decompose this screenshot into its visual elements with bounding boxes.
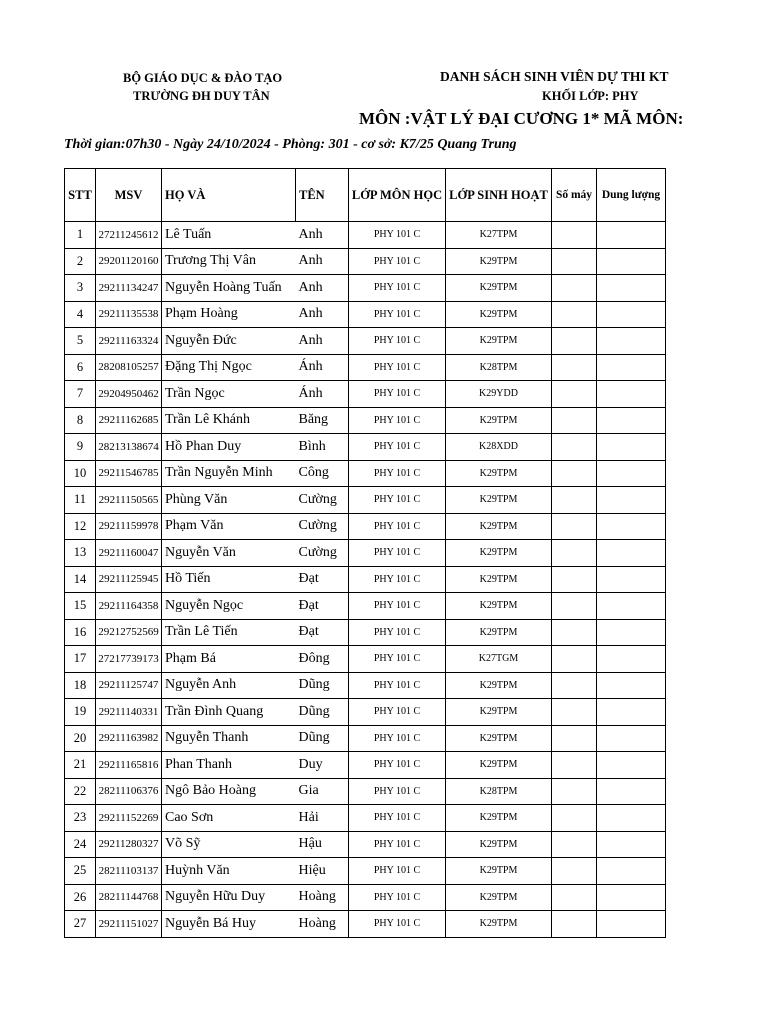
- cell-lop-sinh-hoat: K29YDD: [446, 381, 552, 408]
- cell-stt: 10: [65, 460, 96, 487]
- cell-stt: 1: [65, 222, 96, 249]
- cell-stt: 24: [65, 831, 96, 858]
- cell-lop-mon-hoc: PHY 101 C: [349, 831, 446, 858]
- cell-dung-luong: [597, 407, 666, 434]
- cell-lop-mon-hoc: PHY 101 C: [349, 540, 446, 567]
- cell-so-may: [552, 672, 597, 699]
- cell-stt: 14: [65, 566, 96, 593]
- cell-lop-mon-hoc: PHY 101 C: [349, 858, 446, 885]
- cell-stt: 3: [65, 275, 96, 302]
- table-row: [65, 619, 666, 646]
- table-row: [65, 805, 666, 832]
- cell-stt: 25: [65, 858, 96, 885]
- table-row: [65, 699, 666, 726]
- cell-stt: 8: [65, 407, 96, 434]
- cell-lop-sinh-hoat: K29TPM: [446, 487, 552, 514]
- cell-ten: Đạt: [296, 566, 349, 593]
- cell-so-may: [552, 328, 597, 355]
- cell-ho: Phạm Bá: [162, 646, 296, 673]
- cell-ho: Cao Sơn: [162, 805, 296, 832]
- cell-so-may: [552, 778, 597, 805]
- cell-msv: 29211165816: [96, 752, 162, 779]
- cell-lop-sinh-hoat: K29TPM: [446, 752, 552, 779]
- cell-ten: Anh: [296, 248, 349, 275]
- cell-stt: 20: [65, 725, 96, 752]
- table-row: [65, 566, 666, 593]
- cell-so-may: [552, 354, 597, 381]
- cell-lop-sinh-hoat: K29TPM: [446, 540, 552, 567]
- cell-dung-luong: [597, 487, 666, 514]
- table-row: [65, 831, 666, 858]
- cell-lop-sinh-hoat: K29TPM: [446, 301, 552, 328]
- cell-msv: 29211546785: [96, 460, 162, 487]
- table-row: [65, 381, 666, 408]
- cell-stt: 19: [65, 699, 96, 726]
- cell-so-may: [552, 699, 597, 726]
- cell-ho: Trần Lê Tiến: [162, 619, 296, 646]
- cell-stt: 17: [65, 646, 96, 673]
- cell-lop-mon-hoc: PHY 101 C: [349, 884, 446, 911]
- cell-lop-sinh-hoat: K29TPM: [446, 725, 552, 752]
- cell-lop-mon-hoc: PHY 101 C: [349, 407, 446, 434]
- cell-ho: Trần Ngọc: [162, 381, 296, 408]
- cell-so-may: [552, 540, 597, 567]
- cell-ten: Đạt: [296, 593, 349, 620]
- cell-lop-sinh-hoat: K29TPM: [446, 407, 552, 434]
- cell-ho: Nguyễn Văn: [162, 540, 296, 567]
- cell-lop-mon-hoc: PHY 101 C: [349, 248, 446, 275]
- cell-so-may: [552, 407, 597, 434]
- cell-ho: Ngô Bảo Hoàng: [162, 778, 296, 805]
- cell-lop-sinh-hoat: K29TPM: [446, 911, 552, 938]
- cell-lop-sinh-hoat: K29TPM: [446, 858, 552, 885]
- table-row: [65, 593, 666, 620]
- cell-ten: Cường: [296, 540, 349, 567]
- cell-dung-luong: [597, 566, 666, 593]
- cell-lop-mon-hoc: PHY 101 C: [349, 513, 446, 540]
- col-header-lop-sinh-hoat: LỚP SINH HOẠT: [446, 169, 552, 222]
- cell-dung-luong: [597, 725, 666, 752]
- col-header-ten: TÊN: [296, 169, 349, 222]
- cell-msv: 29211162685: [96, 407, 162, 434]
- cell-dung-luong: [597, 434, 666, 461]
- cell-lop-mon-hoc: PHY 101 C: [349, 434, 446, 461]
- cell-ho: Trần Nguyễn Minh: [162, 460, 296, 487]
- cell-ho: Nguyễn Ngọc: [162, 593, 296, 620]
- cell-lop-sinh-hoat: K29TPM: [446, 831, 552, 858]
- cell-lop-sinh-hoat: K29TPM: [446, 275, 552, 302]
- list-title: DANH SÁCH SINH VIÊN DỰ THI KT: [440, 69, 669, 84]
- cell-stt: 15: [65, 593, 96, 620]
- cell-stt: 9: [65, 434, 96, 461]
- cell-lop-sinh-hoat: K27TGM: [446, 646, 552, 673]
- cell-lop-mon-hoc: PHY 101 C: [349, 752, 446, 779]
- cell-ten: Gia: [296, 778, 349, 805]
- cell-ten: Bình: [296, 434, 349, 461]
- cell-ho: Nguyễn Thanh: [162, 725, 296, 752]
- cell-ho: Trần Đình Quang: [162, 699, 296, 726]
- cell-stt: 16: [65, 619, 96, 646]
- cell-ten: Anh: [296, 328, 349, 355]
- cell-dung-luong: [597, 884, 666, 911]
- col-header-stt: STT: [65, 169, 96, 222]
- cell-lop-sinh-hoat: K28XDD: [446, 434, 552, 461]
- cell-stt: 23: [65, 805, 96, 832]
- cell-ten: Anh: [296, 222, 349, 249]
- cell-dung-luong: [597, 619, 666, 646]
- cell-lop-sinh-hoat: K29TPM: [446, 248, 552, 275]
- table-row: [65, 434, 666, 461]
- cell-lop-mon-hoc: PHY 101 C: [349, 222, 446, 249]
- cell-so-may: [552, 646, 597, 673]
- cell-lop-mon-hoc: PHY 101 C: [349, 566, 446, 593]
- cell-lop-mon-hoc: PHY 101 C: [349, 487, 446, 514]
- cell-ten: Duy: [296, 752, 349, 779]
- cell-lop-mon-hoc: PHY 101 C: [349, 301, 446, 328]
- cell-lop-mon-hoc: PHY 101 C: [349, 805, 446, 832]
- cell-so-may: [552, 831, 597, 858]
- cell-dung-luong: [597, 593, 666, 620]
- cell-msv: 29211151027: [96, 911, 162, 938]
- cell-ho: Lê Tuấn: [162, 222, 296, 249]
- cell-dung-luong: [597, 354, 666, 381]
- table-row: [65, 884, 666, 911]
- table-row: [65, 540, 666, 567]
- cell-dung-luong: [597, 248, 666, 275]
- table-row: [65, 460, 666, 487]
- table-row: [65, 858, 666, 885]
- cell-dung-luong: [597, 911, 666, 938]
- cell-dung-luong: [597, 672, 666, 699]
- table-row: [65, 328, 666, 355]
- cell-dung-luong: [597, 301, 666, 328]
- cell-stt: 6: [65, 354, 96, 381]
- cell-msv: 28213138674: [96, 434, 162, 461]
- cell-ten: Đạt: [296, 619, 349, 646]
- cell-dung-luong: [597, 328, 666, 355]
- cell-ho: Nguyễn Bá Huy: [162, 911, 296, 938]
- cell-lop-sinh-hoat: K29TPM: [446, 593, 552, 620]
- cell-dung-luong: [597, 513, 666, 540]
- cell-msv: 29211152269: [96, 805, 162, 832]
- cell-lop-sinh-hoat: K28TPM: [446, 354, 552, 381]
- cell-lop-mon-hoc: PHY 101 C: [349, 778, 446, 805]
- cell-ten: Hiệu: [296, 858, 349, 885]
- cell-msv: 29211125747: [96, 672, 162, 699]
- cell-lop-sinh-hoat: K27TPM: [446, 222, 552, 249]
- cell-msv: 28211103137: [96, 858, 162, 885]
- cell-so-may: [552, 619, 597, 646]
- table-row: [65, 222, 666, 249]
- cell-so-may: [552, 487, 597, 514]
- cell-ten: Đông: [296, 646, 349, 673]
- cell-so-may: [552, 248, 597, 275]
- cell-stt: 11: [65, 487, 96, 514]
- cell-ho: Huỳnh Văn: [162, 858, 296, 885]
- cell-stt: 27: [65, 911, 96, 938]
- cell-lop-sinh-hoat: K29TPM: [446, 699, 552, 726]
- cell-ten: Anh: [296, 275, 349, 302]
- cell-ho: Nguyễn Anh: [162, 672, 296, 699]
- cell-ten: Hoàng: [296, 911, 349, 938]
- cell-stt: 26: [65, 884, 96, 911]
- cell-so-may: [552, 434, 597, 461]
- cell-lop-mon-hoc: PHY 101 C: [349, 275, 446, 302]
- cell-stt: 13: [65, 540, 96, 567]
- col-header-dung-luong: Dung lượng: [597, 169, 666, 222]
- cell-ho: Phùng Văn: [162, 487, 296, 514]
- student-table: [64, 168, 666, 938]
- cell-so-may: [552, 752, 597, 779]
- table-row: [65, 513, 666, 540]
- cell-msv: 29211160047: [96, 540, 162, 567]
- cell-msv: 29211164358: [96, 593, 162, 620]
- cell-msv: 28211144768: [96, 884, 162, 911]
- cell-ho: Trần Lê Khánh: [162, 407, 296, 434]
- cell-lop-sinh-hoat: K29TPM: [446, 619, 552, 646]
- cell-so-may: [552, 460, 597, 487]
- cell-lop-mon-hoc: PHY 101 C: [349, 619, 446, 646]
- cell-so-may: [552, 566, 597, 593]
- cell-lop-sinh-hoat: K29TPM: [446, 672, 552, 699]
- cell-msv: 27211245612: [96, 222, 162, 249]
- cell-ho: Nguyễn Hoàng Tuấn: [162, 275, 296, 302]
- cell-msv: 29212752569: [96, 619, 162, 646]
- col-header-lop-mon-hoc: LỚP MÔN HỌC: [349, 169, 446, 222]
- cell-lop-mon-hoc: PHY 101 C: [349, 911, 446, 938]
- cell-msv: 29211134247: [96, 275, 162, 302]
- cell-lop-mon-hoc: PHY 101 C: [349, 725, 446, 752]
- cell-so-may: [552, 301, 597, 328]
- school-name: TRƯỜNG ĐH DUY TÂN: [133, 89, 270, 103]
- cell-dung-luong: [597, 858, 666, 885]
- cell-lop-mon-hoc: PHY 101 C: [349, 672, 446, 699]
- table-row: [65, 407, 666, 434]
- table-row: [65, 672, 666, 699]
- cell-lop-sinh-hoat: K29TPM: [446, 328, 552, 355]
- cell-ten: Ánh: [296, 354, 349, 381]
- cell-stt: 4: [65, 301, 96, 328]
- cell-msv: 29211159978: [96, 513, 162, 540]
- cell-so-may: [552, 858, 597, 885]
- cell-msv: 28208105257: [96, 354, 162, 381]
- cell-lop-sinh-hoat: K29TPM: [446, 805, 552, 832]
- cell-ho: Nguyễn Đức: [162, 328, 296, 355]
- table-row: [65, 301, 666, 328]
- cell-dung-luong: [597, 752, 666, 779]
- cell-lop-mon-hoc: PHY 101 C: [349, 646, 446, 673]
- cell-ho: Võ Sỹ: [162, 831, 296, 858]
- cell-msv: 29211163982: [96, 725, 162, 752]
- cell-lop-mon-hoc: PHY 101 C: [349, 593, 446, 620]
- cell-msv: 29211140331: [96, 699, 162, 726]
- cell-ten: Ánh: [296, 381, 349, 408]
- table-row: [65, 646, 666, 673]
- cell-so-may: [552, 884, 597, 911]
- cell-so-may: [552, 275, 597, 302]
- table-row: [65, 487, 666, 514]
- table-row: [65, 354, 666, 381]
- cell-msv: 29211163324: [96, 328, 162, 355]
- cell-ten: Cường: [296, 487, 349, 514]
- cell-ho: Hồ Phan Duy: [162, 434, 296, 461]
- cell-ho: Nguyễn Hữu Duy: [162, 884, 296, 911]
- cell-lop-sinh-hoat: K29TPM: [446, 566, 552, 593]
- subject-line: MÔN :VẬT LÝ ĐẠI CƯƠNG 1* MÃ MÔN:: [359, 109, 684, 128]
- class-block: KHỐI LỚP: PHY: [542, 89, 639, 103]
- cell-dung-luong: [597, 275, 666, 302]
- cell-ten: Dũng: [296, 672, 349, 699]
- cell-stt: 22: [65, 778, 96, 805]
- cell-lop-sinh-hoat: K29TPM: [446, 513, 552, 540]
- cell-msv: 29204950462: [96, 381, 162, 408]
- cell-ten: Băng: [296, 407, 349, 434]
- cell-stt: 5: [65, 328, 96, 355]
- cell-dung-luong: [597, 778, 666, 805]
- table-row: [65, 248, 666, 275]
- cell-lop-sinh-hoat: K29TPM: [446, 884, 552, 911]
- cell-lop-mon-hoc: PHY 101 C: [349, 699, 446, 726]
- cell-lop-mon-hoc: PHY 101 C: [349, 381, 446, 408]
- cell-msv: 29211125945: [96, 566, 162, 593]
- cell-msv: 29211280327: [96, 831, 162, 858]
- cell-ho: Phan Thanh: [162, 752, 296, 779]
- cell-ho: Trương Thị Vân: [162, 248, 296, 275]
- table-body: [65, 222, 666, 938]
- cell-so-may: [552, 805, 597, 832]
- cell-so-may: [552, 911, 597, 938]
- cell-lop-mon-hoc: PHY 101 C: [349, 328, 446, 355]
- table-row: [65, 275, 666, 302]
- ministry-name: BỘ GIÁO DỤC & ĐÀO TẠO: [123, 71, 283, 85]
- cell-ho: Phạm Hoàng: [162, 301, 296, 328]
- cell-ten: Cường: [296, 513, 349, 540]
- cell-msv: 29201120160: [96, 248, 162, 275]
- cell-stt: 21: [65, 752, 96, 779]
- cell-dung-luong: [597, 831, 666, 858]
- cell-ho: Đặng Thị Ngọc: [162, 354, 296, 381]
- cell-msv: 29211135538: [96, 301, 162, 328]
- cell-so-may: [552, 513, 597, 540]
- cell-ten: Hậu: [296, 831, 349, 858]
- cell-so-may: [552, 222, 597, 249]
- cell-ten: Anh: [296, 301, 349, 328]
- cell-stt: 18: [65, 672, 96, 699]
- cell-stt: 7: [65, 381, 96, 408]
- cell-dung-luong: [597, 540, 666, 567]
- cell-msv: 27217739173: [96, 646, 162, 673]
- cell-ten: Dũng: [296, 725, 349, 752]
- cell-msv: 28211106376: [96, 778, 162, 805]
- cell-dung-luong: [597, 699, 666, 726]
- cell-ten: Công: [296, 460, 349, 487]
- cell-dung-luong: [597, 460, 666, 487]
- cell-ho: Hồ Tiến: [162, 566, 296, 593]
- cell-dung-luong: [597, 222, 666, 249]
- cell-stt: 12: [65, 513, 96, 540]
- cell-msv: 29211150565: [96, 487, 162, 514]
- col-header-ho: HỌ VÀ: [162, 169, 296, 222]
- cell-dung-luong: [597, 381, 666, 408]
- cell-dung-luong: [597, 646, 666, 673]
- cell-ten: Hoàng: [296, 884, 349, 911]
- cell-lop-mon-hoc: PHY 101 C: [349, 460, 446, 487]
- cell-lop-mon-hoc: PHY 101 C: [349, 354, 446, 381]
- col-header-msv: MSV: [96, 169, 162, 222]
- table-row: [65, 752, 666, 779]
- cell-lop-sinh-hoat: K29TPM: [446, 460, 552, 487]
- cell-lop-sinh-hoat: K28TPM: [446, 778, 552, 805]
- cell-so-may: [552, 381, 597, 408]
- cell-ten: Dũng: [296, 699, 349, 726]
- cell-ten: Hải: [296, 805, 349, 832]
- cell-stt: 2: [65, 248, 96, 275]
- cell-so-may: [552, 593, 597, 620]
- col-header-so-may: Số máy: [552, 169, 597, 222]
- exam-info: Thời gian:07h30 - Ngày 24/10/2024 - Phòng: 301 - cơ sở: K7/25 Quang Trung: [64, 137, 517, 152]
- cell-so-may: [552, 725, 597, 752]
- table-header-row: [65, 169, 666, 222]
- cell-dung-luong: [597, 805, 666, 832]
- table-row: [65, 778, 666, 805]
- table-row: [65, 911, 666, 938]
- table-row: [65, 725, 666, 752]
- cell-ho: Phạm Văn: [162, 513, 296, 540]
